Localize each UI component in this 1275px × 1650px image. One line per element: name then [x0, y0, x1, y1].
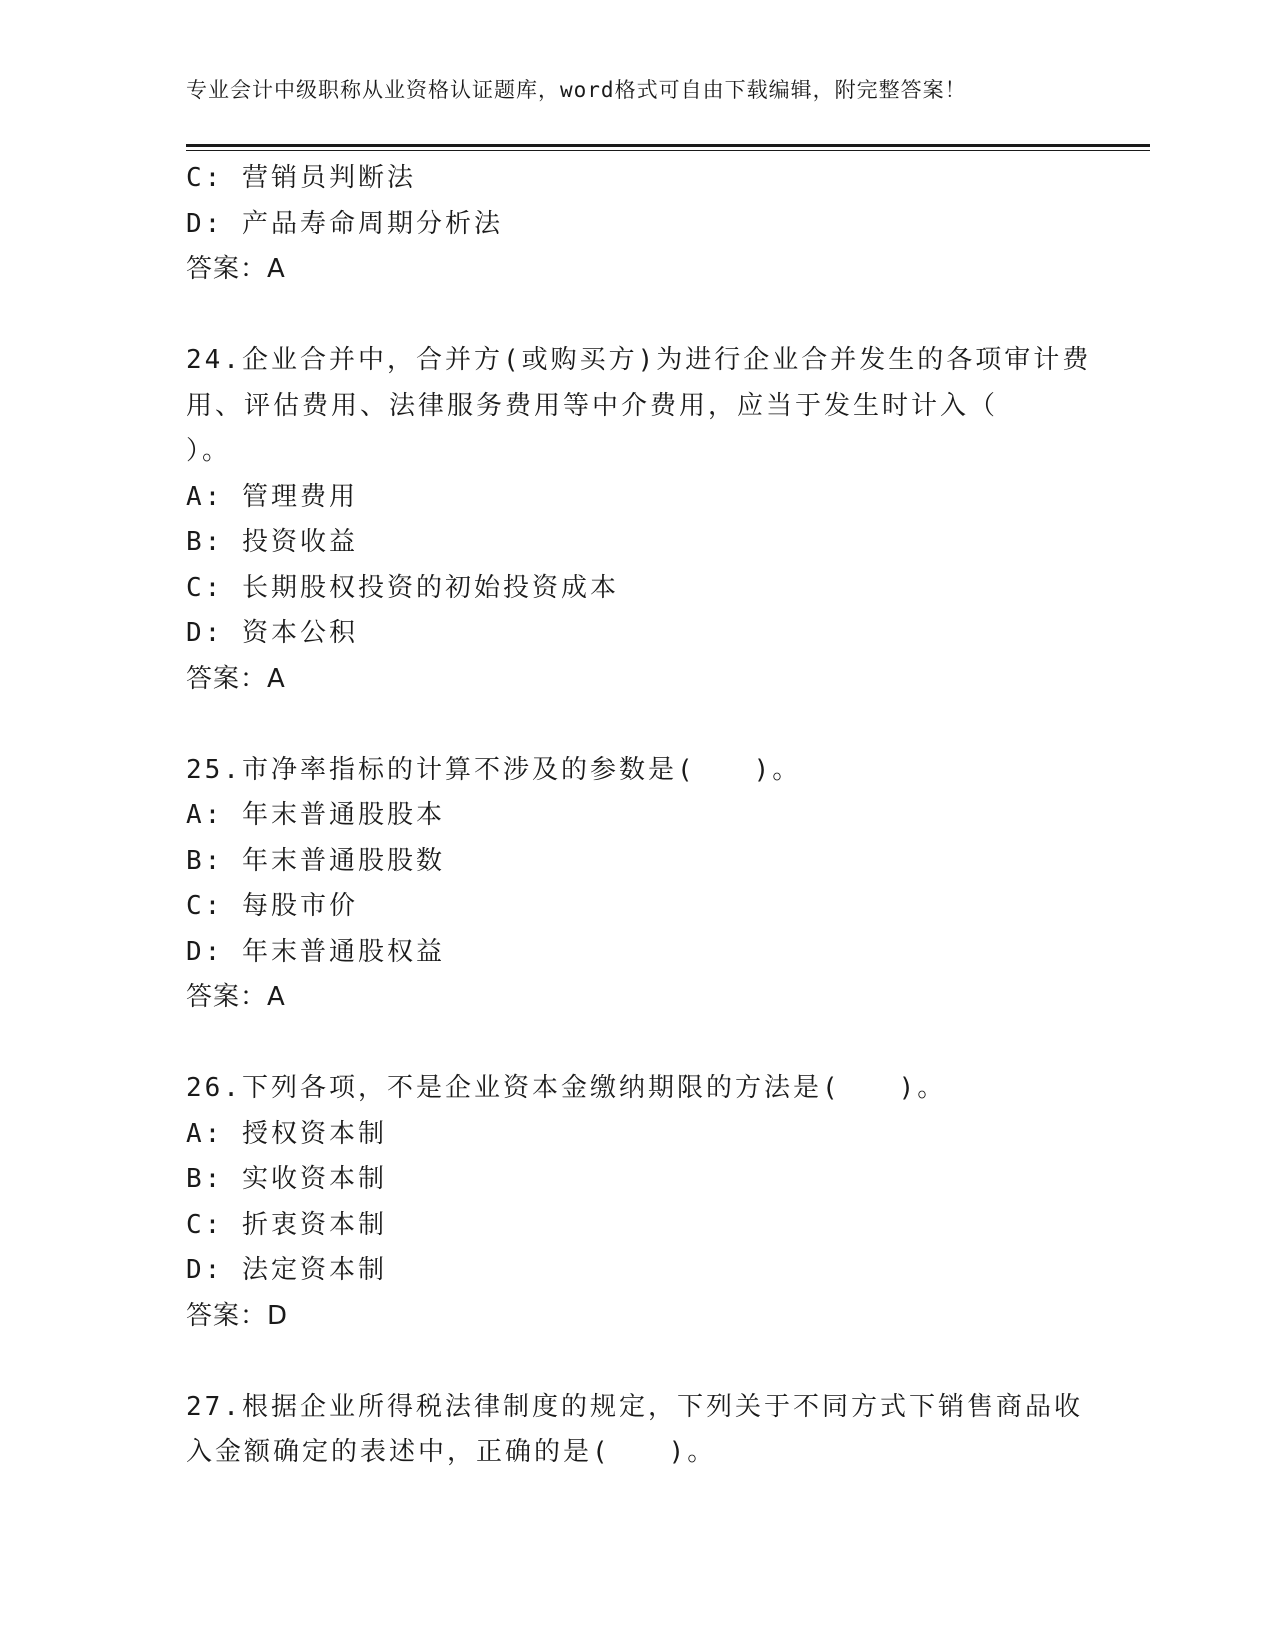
option-a: A: 年末普通股股本: [186, 800, 445, 830]
question-text: 25.市净率指标的计算不涉及的参数是( )。: [186, 754, 802, 785]
question-25: [186, 748, 1086, 1021]
option-a: A: 管理费用: [186, 481, 358, 512]
header-rule-thin: [186, 150, 1150, 151]
question-text: 27.根据企业所得税法律制度的规定，下列关于不同方式下销售商品收: [186, 1391, 1083, 1422]
option-a: A: 授权资本制: [186, 1118, 387, 1149]
question-text: 用、评估费用、法律服务费用等中介费用，应当于发生时计入（: [186, 390, 999, 421]
question-text: ）。: [186, 436, 232, 466]
spacer: [186, 1021, 1086, 1067]
answer-line: 答案：A: [186, 663, 286, 694]
question-text: 24.企业合并中，合并方(或购买方)为进行企业合并发生的各项审计费: [186, 345, 1092, 375]
option-b: B: 投资收益: [186, 527, 358, 557]
question-27: [186, 1385, 1086, 1476]
option-d: D: 法定资本制: [186, 1255, 387, 1285]
question-text: 入金额确定的表述中，正确的是( )。: [186, 1437, 717, 1467]
page-header: 专业会计中级职称从业资格认证题库，word格式可自由下载编辑，附完整答案！: [186, 78, 967, 102]
question-content: [186, 156, 1092, 1476]
option-c: C: 每股市价: [186, 891, 358, 921]
option-c: C: 营销员判断法: [186, 163, 416, 193]
option-d: D: 产品寿命周期分析法: [186, 208, 503, 239]
answer-line: 答案：A: [186, 254, 286, 284]
option-b: B: 实收资本制: [186, 1164, 387, 1194]
question-text: 26.下列各项，不是企业资本金缴纳期限的方法是( )。: [186, 1073, 947, 1103]
option-d: D: 年末普通股权益: [186, 936, 445, 967]
question-24: [186, 338, 1092, 702]
spacer: [186, 702, 1086, 748]
question-26: [186, 1066, 1086, 1339]
answer-line: 答案：D: [186, 1300, 289, 1331]
header-rule-thick: [186, 144, 1150, 147]
option-c: C: 折衷资本制: [186, 1209, 387, 1240]
answer-line: 答案：A: [186, 982, 286, 1012]
spacer: [186, 1339, 1086, 1385]
option-d: D: 资本公积: [186, 618, 358, 648]
option-c: C: 长期股权投资的初始投资成本: [186, 572, 619, 603]
spacer: [186, 293, 1086, 339]
option-b: B: 年末普通股股数: [186, 845, 445, 876]
